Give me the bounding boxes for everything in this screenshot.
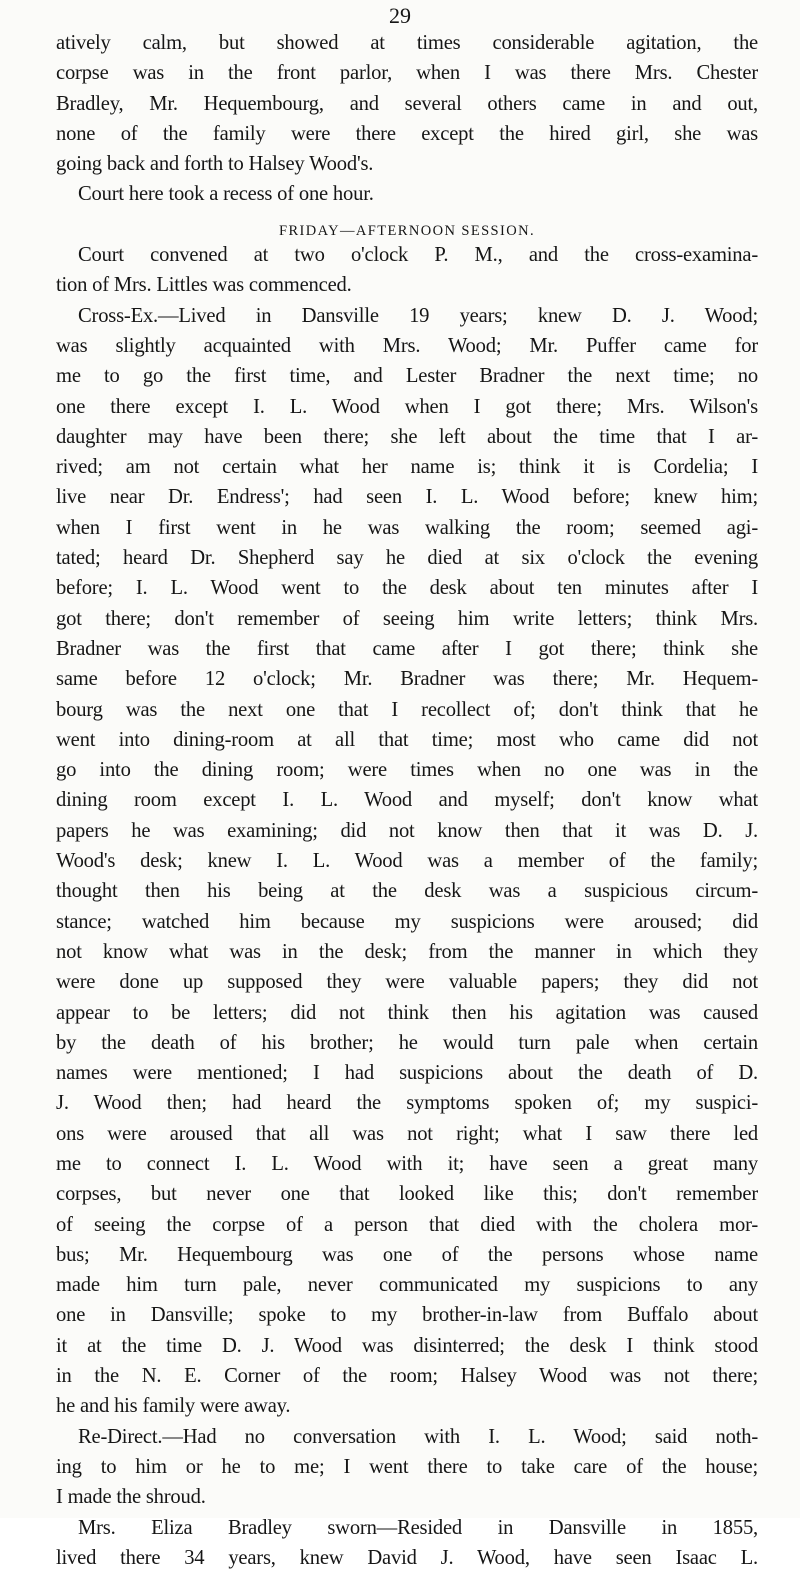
- text-line: Mrs. Eliza Bradley sworn—Resided in Dansville in 1855,: [78, 1516, 758, 1539]
- text-line: same before 12 o'clock; Mr. Bradner was there; Mr. Hequem-: [56, 668, 758, 691]
- text-line: in the N. E. Corner of the room; Halsey Wood was not there;: [56, 1365, 758, 1388]
- text-line: none of the family were there except the hired girl, she was: [56, 122, 758, 145]
- text-line: Bradner was the first that came after I got there; think she: [56, 637, 758, 660]
- text-line: bus; Mr. Hequembourg was one of the persons whose name: [56, 1243, 758, 1266]
- text-line: rived; am not certain what her name is; think it is Cordelia; I: [56, 456, 758, 479]
- text-line: he and his family were away.: [56, 1395, 291, 1418]
- text-line: of seeing the corpse of a person that died with the cholera mor-: [56, 1213, 758, 1236]
- paragraph-court-convened: [56, 240, 758, 301]
- text-column: [56, 28, 758, 1573]
- text-line: lived there 34 years, knew David J. Wood, have seen Isaac L.: [56, 1546, 758, 1569]
- text-line: one in Dansville; spoke to my brother-in-law from Buffalo about: [56, 1304, 758, 1327]
- text-line: by the death of his brother; he would turn pale when certain: [56, 1031, 758, 1054]
- text-line: Court convened at two o'clock P. M., and the cross-examina-: [78, 244, 758, 267]
- text-line: Cross-Ex.—Lived in Dansville 19 years; knew D. J. Wood;: [78, 304, 758, 327]
- text-line: corpses, but never one that looked like this; don't remember: [56, 1183, 758, 1206]
- text-line: Re-Direct.—Had no conversation with I. L. Wood; said noth-: [78, 1425, 758, 1448]
- text-line: live near Dr. Endress'; had seen I. L. Wood before; knew him;: [56, 486, 758, 509]
- text-line: appear to be letters; did not think then his agitation was caused: [56, 1001, 758, 1024]
- text-line: before; I. L. Wood went to the desk about ten minutes after I: [56, 577, 758, 600]
- text-line: was slightly acquainted with Mrs. Wood; Mr. Puffer came for: [56, 334, 758, 357]
- text-line: thought then his being at the desk was a suspicious circum-: [56, 880, 758, 903]
- text-line: atively calm, but showed at times considerable agitation, the: [56, 32, 758, 54]
- text-line: Bradley, Mr. Hequembourg, and several others came in and out,: [56, 92, 758, 115]
- section-heading: FRIDAY—AFTERNOON SESSION.: [278, 222, 536, 239]
- paragraph-re-direct: [56, 1422, 758, 1513]
- text-line: ing to him or he to me; I went there to take care of the house;: [56, 1455, 758, 1478]
- text-line: names were mentioned; I had suspicions about the death of D.: [56, 1062, 758, 1085]
- page-number: 29: [389, 3, 411, 28]
- paragraph-next-witness: [56, 1513, 758, 1573]
- text-line: daughter may have been there; she left about the time that I ar-: [56, 425, 758, 448]
- text-line: tated; heard Dr. Shepherd say he died at six o'clock the evening: [56, 547, 758, 570]
- paragraph-cross-examination: [56, 301, 758, 1422]
- text-line: stance; watched him because my suspicions were aroused; did: [56, 910, 758, 933]
- text-line: J. Wood then; had heard the symptoms spoken of; my suspici-: [56, 1092, 758, 1115]
- text-line: go into the dining room; were times when no one was in the: [56, 759, 758, 782]
- text-line: corpse was in the front parlor, when I was there Mrs. Chester: [56, 62, 758, 85]
- text-line: one there except I. L. Wood when I got there; Mrs. Wilson's: [56, 395, 758, 418]
- text-line: me to connect I. L. Wood with it; have seen a great many: [56, 1152, 758, 1175]
- text-line: ons were aroused that all was not right; what I saw there led: [56, 1122, 758, 1145]
- text-line: Wood's desk; knew I. L. Wood was a member of the family;: [56, 850, 758, 873]
- text-line: papers he was examining; did not know then that it was D. J.: [56, 819, 758, 842]
- text-line: going back and forth to Halsey Wood's.: [56, 153, 374, 176]
- text-line: I made the shroud.: [56, 1486, 206, 1509]
- text-line: tion of Mrs. Littles was commenced.: [56, 274, 352, 297]
- text-line: me to go the first time, and Lester Bradner the next time; no: [56, 365, 758, 388]
- text-line: not know what was in the desk; from the manner in which they: [56, 940, 758, 963]
- text-line: got there; don't remember of seeing him write letters; think Mrs.: [56, 607, 758, 630]
- text-line: when I first went in he was walking the room; seemed agi-: [56, 516, 758, 539]
- text-line: bourg was the next one that I recollect of; don't think that he: [56, 698, 758, 721]
- text-line: were done up supposed they were valuable papers; they did not: [56, 971, 758, 994]
- text-line: dining room except I. L. Wood and myself; don't know what: [56, 789, 758, 812]
- text-line: Court here took a recess of one hour.: [78, 183, 374, 206]
- text-line: it at the time D. J. Wood was disinterred; the desk I think stood: [56, 1334, 758, 1357]
- text-line: made him turn pale, never communicated my suspicions to any: [56, 1274, 758, 1297]
- text-line: went into dining-room at all that time; most who came did not: [56, 728, 758, 751]
- paragraph-continued-testimony: [56, 28, 758, 210]
